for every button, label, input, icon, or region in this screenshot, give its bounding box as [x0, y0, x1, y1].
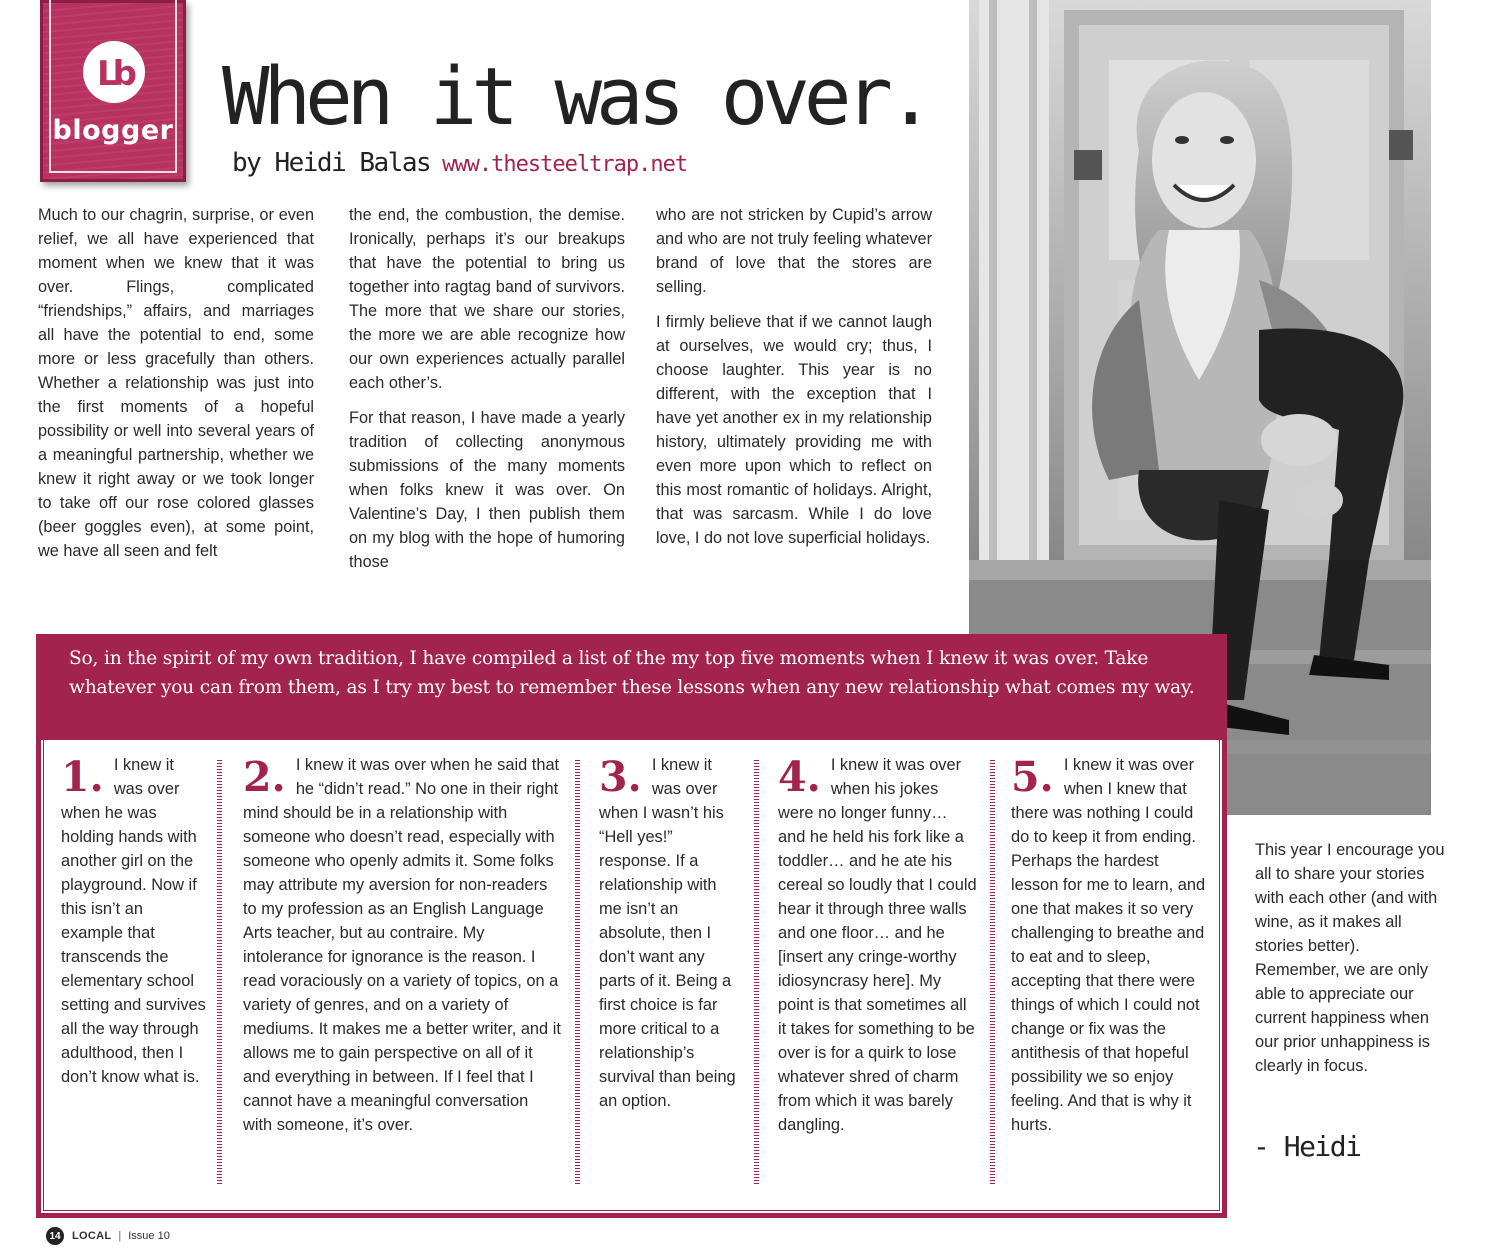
list-number: 1.	[61, 753, 104, 801]
list-text: I knew it was over when he was holding hands with another girl on the playground. Now if this isn’t an example that transcends the elementary school setting and survives all the way through adulthood, then I don’t know what is.	[61, 756, 206, 1086]
list-item	[61, 753, 207, 1089]
issue-label: Issue 10	[128, 1230, 170, 1242]
logo-monogram: Lb	[96, 54, 132, 94]
article-column-1	[38, 203, 314, 574]
article-title: When it was over.	[222, 51, 929, 143]
paragraph: I firmly believe that if we cannot laugh at ourselves, we would cry; thus, I choose laughter. This year is no different, with the exception that I have yet another ex in my relationship history, ultimately providing me with even more upon which to reflect on this most romantic of holidays. Alright, that was sarcasm. While I do love love, I do not love superficial holidays.	[656, 313, 932, 547]
list-item	[599, 753, 739, 1113]
list-number: 5.	[1011, 753, 1054, 801]
author-name: by Heidi Balas	[232, 148, 431, 178]
list-number: 3.	[599, 753, 642, 801]
closing-note: This year I encourage you all to share your stories with each other (and with wine, as it makes all stories better). Remember, we are only able to appreciate our current happiness when our prior unhappiness is clearly in focus.	[1255, 841, 1445, 1075]
lb-monogram-icon	[83, 41, 145, 103]
column-divider	[217, 760, 222, 1184]
page-number: 14	[46, 1227, 64, 1245]
article-column-3	[656, 203, 932, 561]
list-item	[1011, 753, 1207, 1137]
list-number: 4.	[778, 753, 821, 801]
blog-url[interactable]: www.thesteeltrap.net	[442, 152, 688, 177]
paragraph: Much to our chagrin, surprise, or even relief, we all have experienced that moment when we knew that it was over. Flings, complicated “friendships,” affairs, and marriages all have the potential to end, some more or less gracefully than others. Whether a relationship was just into the first moments of a hopeful possibility or well into several years of a meaningful partnership, whether we knew it right away or we took longer to take off our rose colored glasses (beer goggles even), at some point, we have all seen and felt	[38, 206, 314, 560]
paragraph: For that reason, I have made a yearly tradition of collecting anonymous submissions of the many moments when folks knew it was over. On Valentine’s Day, I then publish them on my blog with the hope of humoring those	[349, 409, 625, 571]
logo-word: blogger	[52, 115, 174, 146]
magazine-name: LOCAL	[72, 1230, 112, 1242]
intro-banner: So, in the spirit of my own tradition, I have compiled a list of the my top five moments when I knew it was over. Take whatever you can from them, as I try my best to remember these lessons when any new relationship what comes my way.	[36, 634, 1227, 740]
list-item	[778, 753, 978, 1137]
list-text: I knew it was over when I wasn’t his “Hell yes!” response. If a relationship with me isn’t an absolute, then I don’t want any parts of it. Being a first choice is far more critical to a relationship’s survival than being an option.	[599, 756, 736, 1110]
blogger-logo	[40, 0, 186, 182]
column-divider	[754, 760, 759, 1184]
column-divider	[575, 760, 580, 1184]
paragraph: the end, the combustion, the demise. Ironically, perhaps it’s our breakups that have the potential to bring us together into ragtag band of survivors. The more that we share our stories, the more we are able recognize how our own experiences actually parallel each other’s.	[349, 206, 625, 392]
article-column-2	[349, 203, 625, 585]
list-number: 2.	[243, 753, 286, 801]
footer-separator: |	[118, 1230, 122, 1242]
list-text: I knew it was over when he said that he “didn’t read.” No one in their right mind should be in a relationship with someone who doesn’t read, especially with someone who openly admits it. Some folks may attribute my aversion for non-readers to my profession as an English Language Arts teacher, but au contraire. My intolerance for ignorance is the reason. I read voraciously on a variety of topics, on a variety of genres, and on a variety of mediums. It makes me a better writer, and it allows me to gain perspective on all of it and everything in between. If I feel that I cannot have a meaningful conversation with someone, it’s over.	[243, 756, 561, 1134]
list-text: I knew it was over when I knew that there was nothing I could do to keep it from ending. Perhaps the hardest lesson for me to learn, and one that makes it so very challenging to breathe and to eat and to sleep, accepting that there were things of which I could not change or fix was the antithesis of that hopeful possibility we so enjoy feeling. And that is why it hurts.	[1011, 756, 1206, 1134]
byline	[232, 148, 687, 178]
paragraph: who are not stricken by Cupid’s arrow and who are not truly feeling whatever brand of love that the stores are selling.	[656, 206, 932, 296]
list-item	[243, 753, 561, 1137]
list-text: I knew it was over when his jokes were no longer funny… and he held his fork like a toddler… and he ate his cereal so loudly that I could hear it through three walls and one floor… and he [insert any cringe-worthy idiosyncrasy here]. My point is that sometimes all it takes for something to be over is for a quirk to lose whatever shred of charm from which it was barely dangling.	[778, 756, 977, 1134]
page-footer	[46, 1227, 170, 1245]
column-divider	[990, 760, 995, 1184]
signature: - Heidi	[1253, 1130, 1361, 1163]
